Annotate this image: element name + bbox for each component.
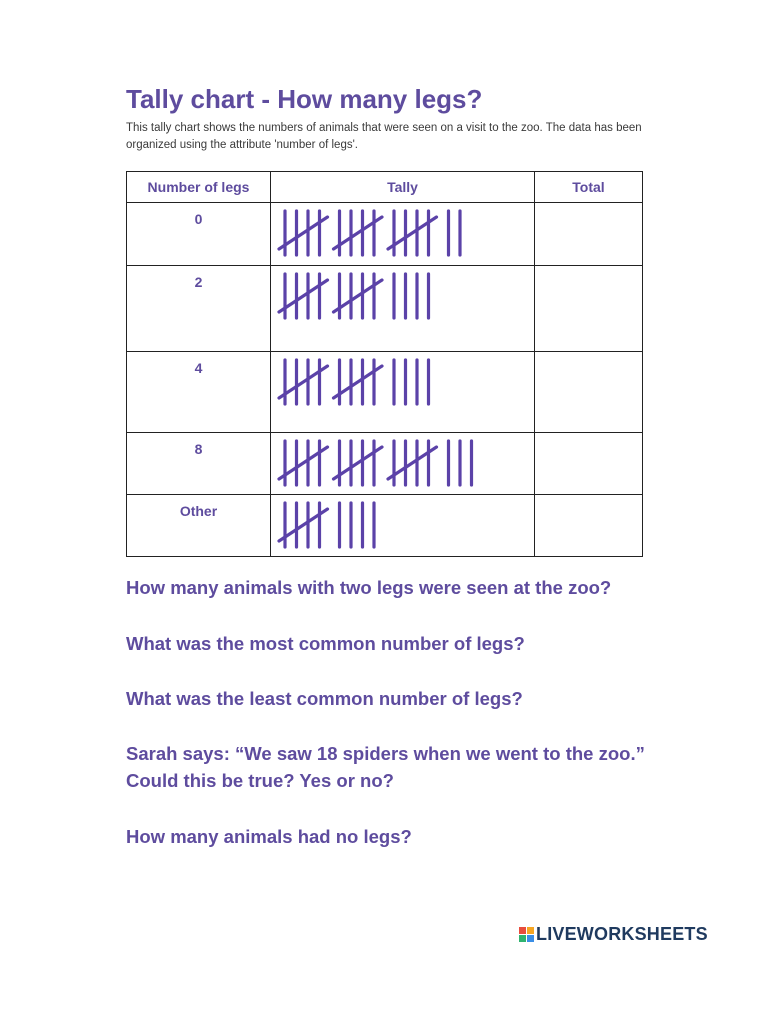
total-input[interactable] xyxy=(535,266,643,352)
tally-marks xyxy=(271,203,535,266)
total-input[interactable] xyxy=(535,433,643,495)
liveworksheets-logo xyxy=(519,924,708,945)
logo-square xyxy=(527,935,534,942)
question-spiders: Sarah says: “We saw 18 spiders when we went to the zoo.” Could this be true? Yes or no? xyxy=(126,743,645,791)
tally-table xyxy=(126,171,643,557)
legs-value: 2 xyxy=(127,266,271,352)
tally-marks xyxy=(271,266,535,352)
total-input[interactable] xyxy=(535,203,643,266)
header-total: Total xyxy=(535,172,643,203)
questions xyxy=(126,574,646,850)
total-input[interactable] xyxy=(535,352,643,433)
tally-marks-svg xyxy=(275,354,529,412)
logo-mark-icon xyxy=(519,927,534,942)
logo-square xyxy=(519,927,526,934)
legs-value: 8 xyxy=(127,433,271,495)
tally-marks-svg xyxy=(275,435,529,493)
legs-value: 4 xyxy=(127,352,271,433)
logo-text: LIVEWORKSHEETS xyxy=(536,924,708,944)
table-row xyxy=(127,352,643,433)
tally-marks xyxy=(271,495,535,557)
table-row xyxy=(127,266,643,352)
tally-marks xyxy=(271,433,535,495)
table-row xyxy=(127,203,643,266)
header-number-of-legs: Number of legs xyxy=(127,172,271,203)
table-row xyxy=(127,433,643,495)
question-most-common: What was the most common number of legs? xyxy=(126,633,525,654)
tally-marks-svg xyxy=(275,205,529,263)
page-title: Tally chart - How many legs? xyxy=(126,84,483,114)
intro-text: This tally chart shows the numbers of animals that were seen on a visit to the zoo. The data has been organized using the attribute 'number of legs'. xyxy=(126,122,642,151)
logo-square xyxy=(519,935,526,942)
question-least-common: What was the least common number of legs? xyxy=(126,688,523,709)
total-input[interactable] xyxy=(535,495,643,557)
logo-square xyxy=(527,927,534,934)
header-tally: Tally xyxy=(271,172,535,203)
question-no-legs: How many animals had no legs? xyxy=(126,826,412,847)
table-row xyxy=(127,495,643,557)
tally-marks xyxy=(271,352,535,433)
legs-value: Other xyxy=(127,495,271,557)
table-header-row xyxy=(127,172,643,203)
tally-marks-svg xyxy=(275,268,529,326)
question-two-legs: How many animals with two legs were seen at the zoo? xyxy=(126,577,612,598)
legs-value: 0 xyxy=(127,203,271,266)
tally-marks-svg xyxy=(275,497,529,555)
